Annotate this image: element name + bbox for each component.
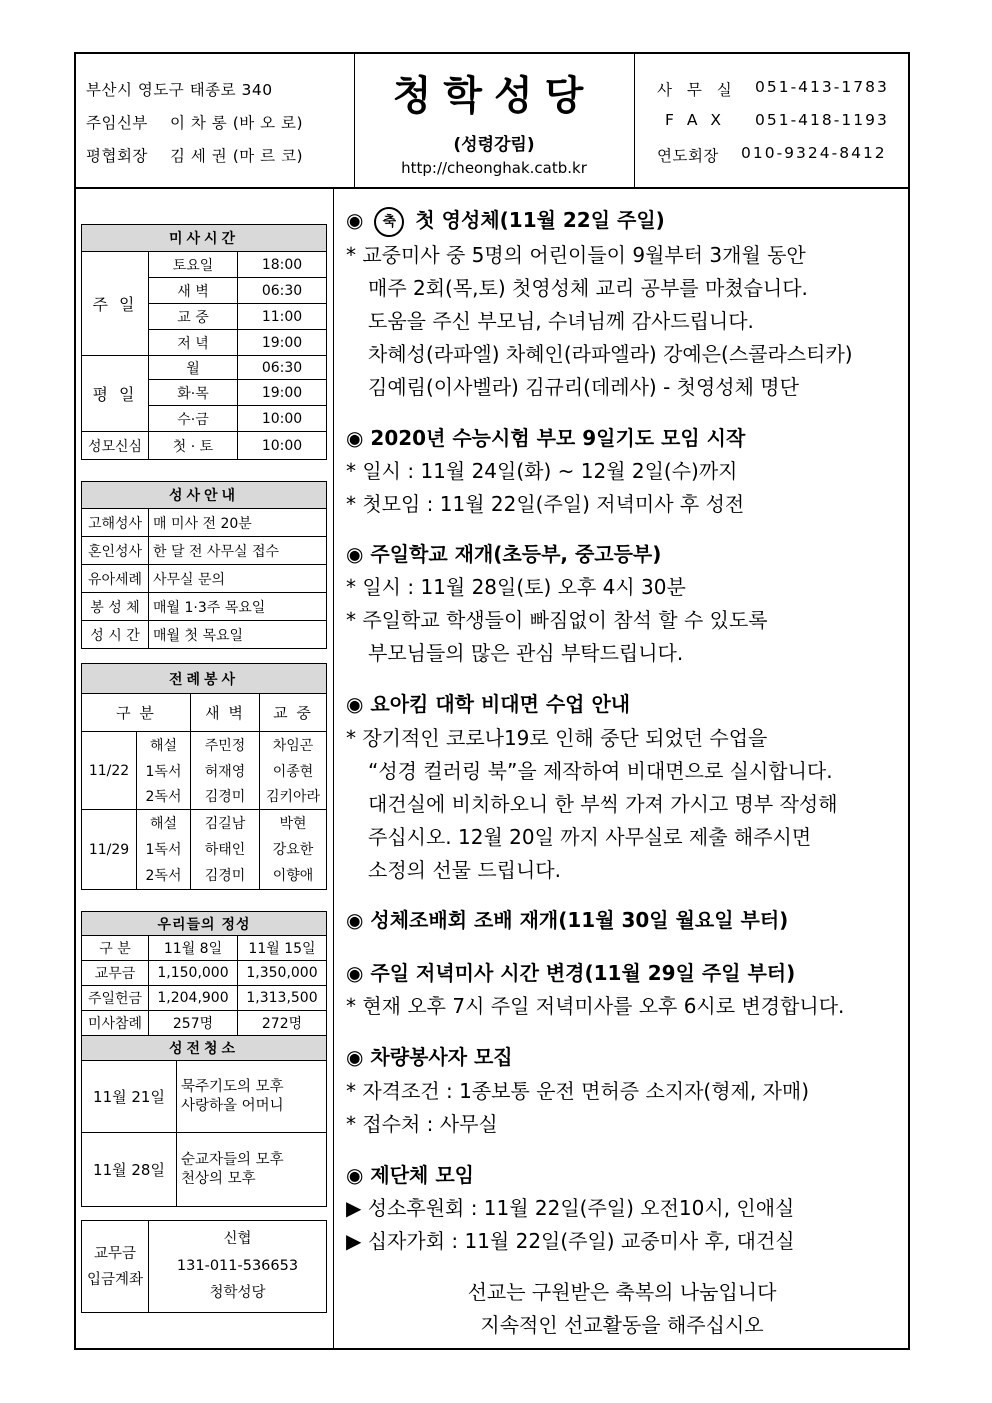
header-right bbox=[635, 54, 910, 187]
notice-line: * 일시 : 11월 24일(화) ~ 12월 2일(수)까지 bbox=[346, 459, 738, 483]
notice-line: 소정의 선물 드립니다. bbox=[368, 858, 561, 882]
notice-line: * 장기적인 코로나19로 인해 중단 되었던 수업을 bbox=[346, 726, 768, 750]
liturgy-main: 이향애 bbox=[260, 862, 327, 890]
offering-value: 1,350,000 bbox=[238, 961, 327, 986]
mass-time: 18:00 bbox=[238, 252, 327, 278]
marian-time: 10:00 bbox=[238, 432, 327, 460]
offering-value: 272명 bbox=[238, 1011, 327, 1036]
sacrament-name: 유아세례 bbox=[82, 565, 149, 593]
liturgy-col-type: 구 분 bbox=[82, 694, 191, 732]
offering-name: 주일헌금 bbox=[82, 986, 149, 1011]
office-label: 사 무 실 bbox=[657, 81, 737, 99]
notice-line: 차혜성(라파엘) 차혜인(라파엘라) 강예은(스콜라스티카) bbox=[368, 342, 853, 366]
mass-day: 저 녁 bbox=[149, 330, 238, 356]
sacrament-name: 고해성사 bbox=[82, 509, 149, 537]
notice-line: * 주일학교 학생들이 빠짐없이 참석 할 수 있도록 bbox=[346, 608, 768, 632]
offering-col-type: 구 분 bbox=[82, 936, 149, 961]
cleaning-table bbox=[81, 1035, 327, 1207]
notice-driver-title: ◉ 차량봉사자 모집 bbox=[346, 1045, 513, 1069]
header bbox=[76, 54, 908, 189]
liturgy-main: 박현 bbox=[260, 810, 327, 836]
offering-value: 1,313,500 bbox=[238, 986, 327, 1011]
liturgy-dawn: 김경미 bbox=[191, 862, 260, 890]
mass-schedule-table bbox=[81, 224, 327, 460]
notice-sunday-school-title: ◉ 주일학교 재개(초등부, 중고등부) bbox=[346, 542, 662, 566]
yeondo-label: 연도회장 bbox=[657, 147, 719, 165]
header-left bbox=[76, 54, 355, 187]
cleaning-group: 묵주기도의 모후 bbox=[181, 1078, 284, 1095]
sacrament-title: 성사안내 bbox=[82, 482, 327, 509]
notice-line: 김예림(이사벨라) 김규리(데레사) - 첫영성체 명단 bbox=[368, 375, 799, 399]
sacrament-name: 성 시 간 bbox=[82, 621, 149, 649]
liturgy-dawn: 주민정 bbox=[191, 732, 260, 758]
cleaning-group: 사랑하올 어머니 bbox=[181, 1097, 284, 1114]
liturgy-main: 이종현 bbox=[260, 758, 327, 784]
offering-name: 교무금 bbox=[82, 961, 149, 986]
account-number: 131-011-536653 bbox=[176, 1258, 299, 1274]
sacrament-info: 사무실 문의 bbox=[149, 565, 327, 593]
notice-exam-prayer-title: ◉ 2020년 수능시험 부모 9일기도 모임 시작 bbox=[346, 426, 746, 450]
weekday-label: 평 일 bbox=[82, 356, 149, 432]
liturgy-table bbox=[81, 663, 327, 890]
notice-line: * 접수처 : 사무실 bbox=[346, 1112, 498, 1136]
page-subtitle: (성령강림) bbox=[453, 135, 535, 155]
celebration-seal-icon: 축 bbox=[374, 207, 404, 237]
yeondo-phone: 010-9324-8412 bbox=[741, 144, 887, 162]
cleaning-group: 순교자들의 모후 bbox=[181, 1151, 284, 1168]
notice-line: ▶ 성소후원회 : 11월 22일(주일) 오전10시, 인애실 bbox=[346, 1196, 795, 1220]
mission-slogan: 선교는 구원받은 축복의 나눔입니다 bbox=[467, 1280, 777, 1304]
mass-time: 19:00 bbox=[238, 380, 327, 406]
mass-day: 토요일 bbox=[149, 252, 238, 278]
liturgy-main: 차임곤 bbox=[260, 732, 327, 758]
offering-name: 미사참례 bbox=[82, 1011, 149, 1036]
liturgy-dawn: 김길남 bbox=[191, 810, 260, 836]
mass-time: 06:30 bbox=[238, 278, 327, 304]
notice-line: 도움을 주신 부모님, 수녀님께 감사드립니다. bbox=[368, 309, 754, 333]
notice-adoration-title: ◉ 성체조배회 조배 재개(11월 30일 월요일 부터) bbox=[346, 908, 789, 932]
liturgy-role: 1독서 bbox=[137, 836, 191, 862]
account-label: 입금계좌 bbox=[86, 1271, 144, 1288]
header-center bbox=[354, 54, 635, 187]
account-bank: 신협 bbox=[223, 1231, 252, 1247]
bulletin-frame bbox=[74, 52, 910, 1350]
notices bbox=[334, 189, 910, 1350]
notice-mass-time-title: ◉ 주일 저녁미사 시간 변경(11월 29일 주일 부터) bbox=[346, 961, 796, 985]
liturgy-date: 11/29 bbox=[82, 810, 137, 890]
sacrament-table bbox=[81, 481, 327, 649]
sacrament-info: 매월 1·3주 목요일 bbox=[149, 593, 327, 621]
liturgy-col-dawn: 새 벽 bbox=[191, 694, 260, 732]
website-link[interactable]: http://cheonghak.catb.kr bbox=[401, 159, 587, 177]
offering-col-1: 11월 8일 bbox=[149, 936, 238, 961]
account-table bbox=[81, 1220, 327, 1313]
mission-slogan: 지속적인 선교활동을 해주십시오 bbox=[480, 1313, 764, 1337]
mass-time: 10:00 bbox=[238, 406, 327, 432]
liturgy-dawn: 허재영 bbox=[191, 758, 260, 784]
notice-line: 주십시오. 12월 20일 까지 사무실로 제출 해주시면 bbox=[368, 825, 812, 849]
fax-label: F A X bbox=[665, 111, 725, 129]
cleaning-date: 11월 21일 bbox=[82, 1061, 177, 1133]
offering-title: 우리들의 정성 bbox=[82, 912, 327, 936]
sacrament-info: 매월 첫 목요일 bbox=[149, 621, 327, 649]
notice-line: 부모님들의 많은 관심 부탁드립니다. bbox=[368, 641, 684, 665]
liturgy-date: 11/22 bbox=[82, 732, 137, 810]
sacrament-name: 혼인성사 bbox=[82, 537, 149, 565]
sacrament-name: 봉 성 체 bbox=[82, 593, 149, 621]
account-label: 교무금 bbox=[93, 1245, 137, 1262]
mass-day: 교 중 bbox=[149, 304, 238, 330]
page-title: 청학성당 bbox=[392, 73, 596, 119]
cleaning-title: 성전청소 bbox=[82, 1036, 327, 1061]
sacrament-info: 한 달 전 사무실 접수 bbox=[149, 537, 327, 565]
offering-value: 1,150,000 bbox=[149, 961, 238, 986]
mass-schedule-title: 미사시간 bbox=[82, 225, 327, 252]
mass-time: 06:30 bbox=[238, 356, 327, 380]
notice-joachim-title: ◉ 요아킴 대학 비대면 수업 안내 bbox=[346, 692, 631, 716]
liturgy-dawn: 김경미 bbox=[191, 784, 260, 810]
cleaning-date: 11월 28일 bbox=[82, 1133, 177, 1207]
mass-day: 수·금 bbox=[149, 406, 238, 432]
notice-first-communion-title: ◉ 축 첫 영성체(11월 22일 주일) bbox=[346, 204, 665, 237]
mass-time: 11:00 bbox=[238, 304, 327, 330]
marian-day: 첫 · 토 bbox=[149, 432, 238, 460]
mass-day: 화·목 bbox=[149, 380, 238, 406]
liturgy-title: 전례봉사 bbox=[82, 664, 327, 694]
offering-value: 1,204,900 bbox=[149, 986, 238, 1011]
liturgy-role: 해설 bbox=[137, 810, 191, 836]
sacrament-info: 매 미사 전 20분 bbox=[149, 509, 327, 537]
liturgy-main: 김키아라 bbox=[260, 784, 327, 810]
marian-label: 성모신심 bbox=[82, 432, 149, 460]
liturgy-main: 강요한 bbox=[260, 836, 327, 862]
sunday-label: 주 일 bbox=[82, 252, 149, 356]
pastor-label: 주임신부 bbox=[86, 114, 148, 132]
notice-line: “성경 컬러링 북”을 제작하여 비대면으로 실시합니다. bbox=[368, 759, 833, 783]
offering-col-2: 11월 15일 bbox=[238, 936, 327, 961]
office-phone: 051-413-1783 bbox=[755, 78, 889, 96]
notice-line: * 첫모임 : 11월 22일(주일) 저녁미사 후 성전 bbox=[346, 492, 745, 516]
liturgy-role: 2독서 bbox=[137, 784, 191, 810]
fax-number: 051-418-1193 bbox=[755, 111, 889, 129]
notice-line: 매주 2회(목,토) 첫영성체 교리 공부를 마쳤습니다. bbox=[368, 276, 808, 300]
mass-day: 새 벽 bbox=[149, 278, 238, 304]
liturgy-col-main: 교 중 bbox=[260, 694, 327, 732]
notice-title-text: 첫 영성체(11월 22일 주일) bbox=[415, 208, 665, 232]
liturgy-role: 2독서 bbox=[137, 862, 191, 890]
notice-groups-title: ◉ 제단체 모임 bbox=[346, 1163, 474, 1187]
notice-line: * 현재 오후 7시 주일 저녁미사를 오후 6시로 변경합니다. bbox=[346, 994, 845, 1018]
council-label: 평협회장 bbox=[86, 147, 148, 165]
liturgy-role: 1독서 bbox=[137, 758, 191, 784]
notice-line: * 교중미사 중 5명의 어린이들이 9월부터 3개월 동안 bbox=[346, 243, 806, 267]
cleaning-group: 천상의 모후 bbox=[181, 1170, 256, 1187]
liturgy-role: 해설 bbox=[137, 732, 191, 758]
liturgy-dawn: 하태인 bbox=[191, 836, 260, 862]
mass-day: 월 bbox=[149, 356, 238, 380]
pastor-name: 이 차 롱 (바 오 로) bbox=[170, 114, 304, 132]
mass-time: 19:00 bbox=[238, 330, 327, 356]
notice-line: ▶ 십자가회 : 11월 22일(주일) 교중미사 후, 대건실 bbox=[346, 1229, 795, 1253]
offering-table bbox=[81, 911, 327, 1036]
notice-line: * 일시 : 11월 28일(토) 오후 4시 30분 bbox=[346, 575, 686, 599]
address: 부산시 영도구 태종로 340 bbox=[86, 81, 273, 99]
account-holder: 청학성당 bbox=[209, 1285, 266, 1301]
council-name: 김 세 권 (마 르 코) bbox=[170, 147, 304, 165]
sidebar bbox=[76, 189, 334, 1350]
notice-line: * 자격조건 : 1종보통 운전 면허증 소지자(형제, 자매) bbox=[346, 1079, 810, 1103]
offering-value: 257명 bbox=[149, 1011, 238, 1036]
notice-line: 대건실에 비치하오니 한 부씩 가져 가시고 명부 작성해 bbox=[368, 792, 838, 816]
